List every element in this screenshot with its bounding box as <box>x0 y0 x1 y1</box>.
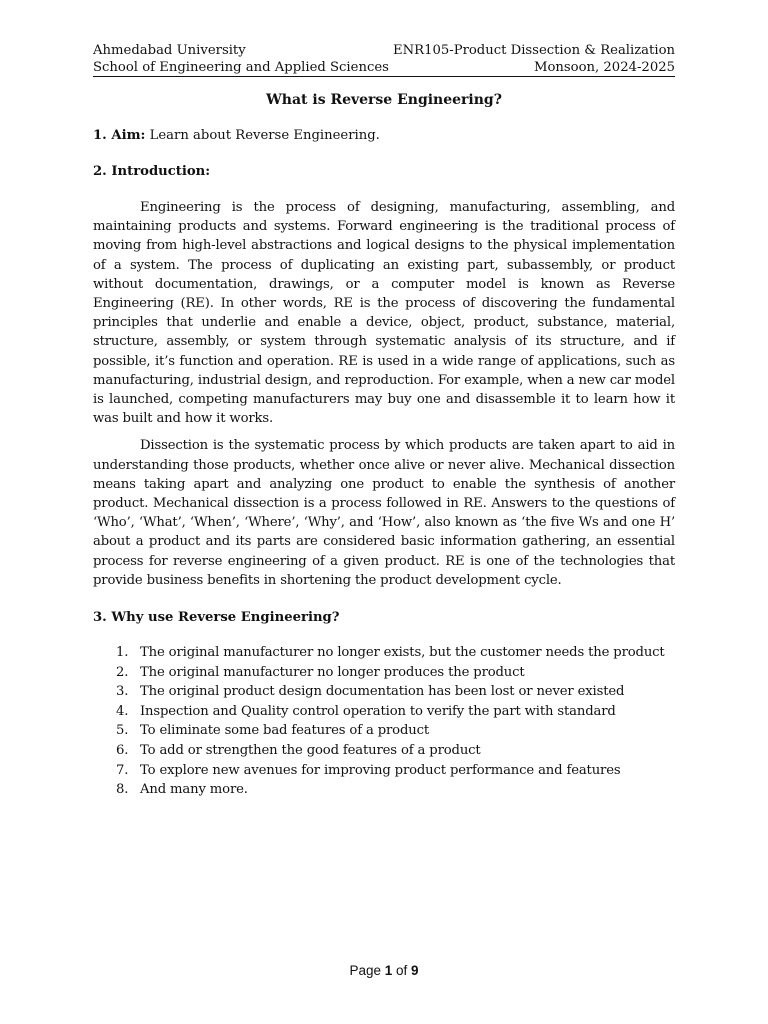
list-item <box>93 682 675 702</box>
introduction-paragraph-2: Dissection is the systematic process by which products are taken apart to aid in understanding those products, whether once alive or never alive. Mechanical dissection means taking apart and analyzing one product to enable the synthesis of another product. Mechanical dissection is a process followed in RE. Answers to the questions of ‘Who’, ‘What’, ‘When’, ‘Where’, ‘Why’, and ‘How’, also known as ‘the five Ws and one H’ about a product and its parts are considered basic information gathering, an essential process for reverse engineering of a given product. RE is one of the technologies that provide business benefits in shortening the product development cycle. <box>93 438 675 588</box>
list-item <box>93 741 675 761</box>
school-name: School of Engineering and Applied Sciences <box>93 60 389 75</box>
list-item <box>93 721 675 741</box>
page-word: Page <box>349 963 381 978</box>
list-item <box>93 702 675 722</box>
document-page <box>93 42 675 800</box>
course-name: ENR105-Product Dissection & Realization <box>392 43 675 58</box>
aim-section <box>93 126 675 145</box>
list-item <box>93 780 675 800</box>
list-item-number: 6. <box>116 743 129 759</box>
list-item-number: 8. <box>116 782 129 798</box>
document-title: What is Reverse Engineering? <box>266 92 502 108</box>
list-item-number: 5. <box>116 723 129 739</box>
of-word: of <box>396 963 408 978</box>
list-item-text: And many more. <box>140 782 248 798</box>
list-item-text: To explore new avenues for improving product performance and features <box>140 762 621 778</box>
list-item-number: 3. <box>116 684 129 700</box>
introduction-heading: 2. Introduction: <box>93 164 211 179</box>
reasons-list <box>93 643 675 800</box>
header-row-1 <box>93 42 675 59</box>
list-item-text: The original manufacturer no longer exists, but the customer needs the product <box>140 645 665 661</box>
introduction-paragraph-1: Engineering is the process of designing, manufacturing, assembling, and maintaining products and systems. Forward engineering is the traditional process of moving from high-level abstractions and logical designs to the physical implementation of a system. The process of duplicating an existing part, subassembly, or product without documentation, drawings, or a computer model is known as Reverse Engineering (RE). In other words, RE is the process of discovering the fundamental principles that underlie and enable a device, object, product, substance, material, structure, assembly, or system through systematic analysis of its structure, and if possible, it’s function and operation. RE is used in a wide range of applications, such as manufacturing, industrial design, and reproduction. For example, when a new car model is launched, competing manufacturers may buy one and disassemble it to learn how it was built and how it works. <box>93 200 675 427</box>
list-item <box>93 643 675 663</box>
list-item-number: 7. <box>116 762 129 778</box>
list-item-number: 4. <box>116 703 129 719</box>
list-item-text: To eliminate some bad features of a product <box>140 723 429 739</box>
page-footer <box>0 963 768 978</box>
list-item-text: To add or strengthen the good features of a product <box>140 743 481 759</box>
list-item-text: The original product design documentation has been lost or never existed <box>140 684 625 700</box>
header-row-2 <box>93 59 675 77</box>
list-item-text: The original manufacturer no longer produces the product <box>140 664 525 680</box>
list-item-number: 1. <box>116 645 129 661</box>
list-item-text: Inspection and Quality control operation to verify the part with standard <box>140 703 616 719</box>
list-item-number: 2. <box>116 664 129 680</box>
aim-text: Learn about Reverse Engineering. <box>149 128 380 143</box>
list-item <box>93 761 675 781</box>
aim-label: 1. Aim: <box>93 128 146 143</box>
total-pages: 9 <box>411 963 419 978</box>
term-label: Monsoon, 2024-2025 <box>533 60 675 75</box>
page-number: 1 <box>384 963 393 978</box>
list-item <box>93 663 675 683</box>
university-name: Ahmedabad University <box>93 43 246 58</box>
why-heading: 3. Why use Reverse Engineering? <box>93 610 340 626</box>
